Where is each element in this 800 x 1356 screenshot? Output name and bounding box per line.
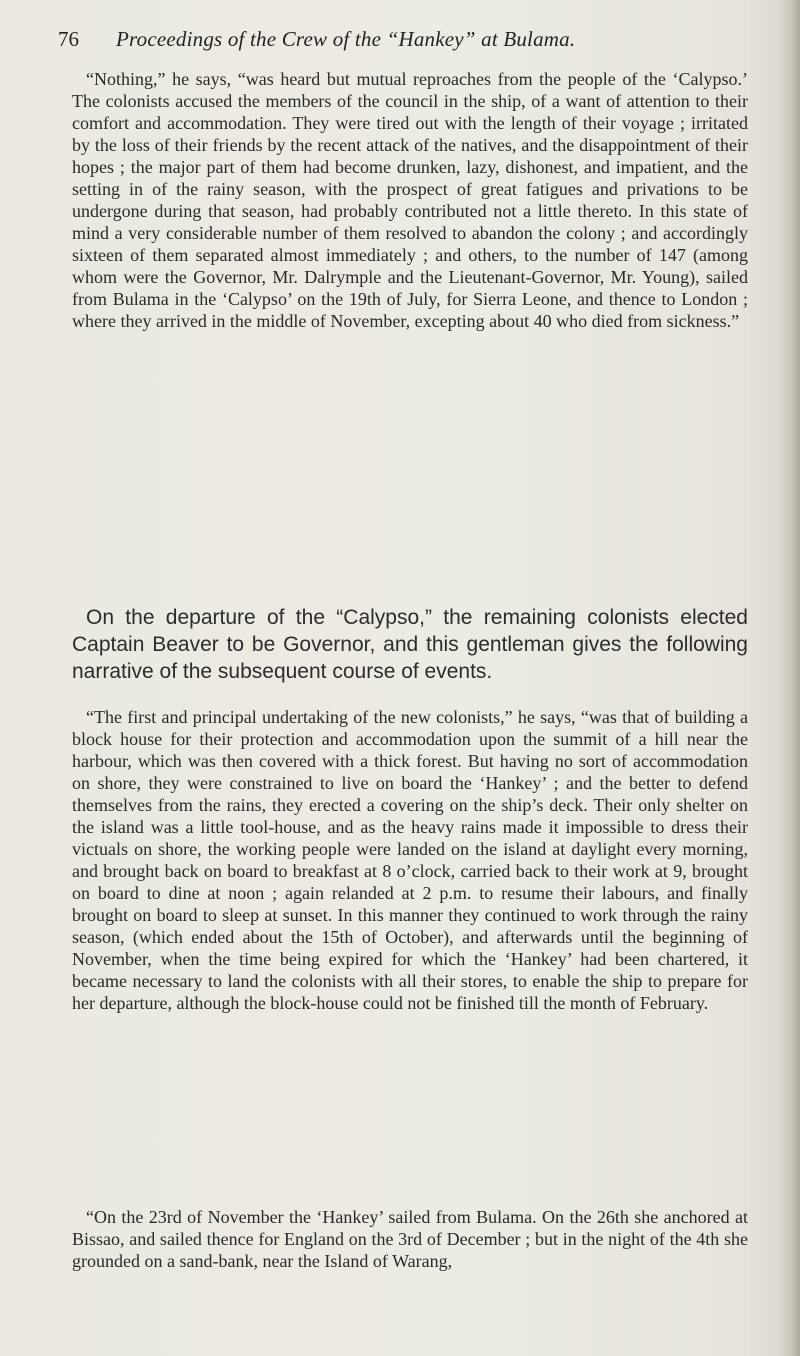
editor-note-paragraph: On the departure of the “Calypso,” the remaining colonists elected Captain Beaver to be Governor, and this gentleman gives the following narrative of the subsequent course of events. <box>72 606 748 683</box>
running-title: Proceedings of the Crew of the “Hankey” at Bulama. <box>116 27 576 51</box>
paragraph-quote-nothing: “Nothing,” he says, “was heard but mutual reproaches from the people of the ‘Calypso.’ The colonists accused the members of the council in the ship, of a want of attention to their comfort and accommodation. They were tired out with the length of their voyage ; irritated by the loss of their friends by the recent attack of the natives, and the disappointment of their hopes ; the major part of them had become drunken, lazy, dishonest, and impatient, and the setting in of the rainy season, with the prospect of great fatigues and privations to be undergone during that season, had probably contributed not a little thereto. In this state of mind a very considerable number of them resolved to abandon the colony ; and accordingly sixteen of them separated almost immediately ; and others, to the number of 147 (among whom were the Governor, Mr. Dalrymple and the Lieutenant-Governor, Mr. Young), sailed from Bulama in the ‘Calypso’ on the 19th of July, for Sierra Leone, and thence to London ; where they arrived in the middle of November, excepting about 40 who died from sickness.” <box>72 69 748 331</box>
page-edge-shadow <box>778 0 800 1356</box>
page-number: 76 <box>58 27 79 51</box>
page-header <box>58 24 758 54</box>
paragraph-first-undertaking: “The first and principal undertaking of the new colonists,” he says, “was that of building a block house for their protection and accommodation upon the summit of a hill near the harbour, which was then covered with a thick forest. But having no sort of accommodation on shore, they were constrained to live on board the ‘Hankey’ ; and the better to defend themselves from the rains, they erected a covering on the ship’s deck. Their only shelter on the island was a little tool-house, and as the heavy rains made it impossible to dress their victuals on shore, the working people were landed on the island at daylight every morning, and brought back on board to breakfast at 8 o’clock, carried back to their work at 9, brought on board to dine at noon ; again relanded at 2 p.m. to resume their labours, and finally brought on board to sleep at sunset. In this manner they continued to work through the rainy season, (which ended about the 15th of October), and afterwards until the beginning of November, when the time being expired for which the ‘Hankey’ had been chartered, it became necessary to land the colonists with all their stores, to enable the ship to prepare for her departure, although the block-house could not be finished till the month of February. <box>72 707 748 1013</box>
paragraph-hankey-sailed: “On the 23rd of November the ‘Hankey’ sailed from Bulama. On the 26th she anchored at Bissao, and sailed thence for England on the 3rd of December ; but in the night of the 4th she grounded on a sand-bank, near the Island of Warang, <box>72 1207 748 1271</box>
